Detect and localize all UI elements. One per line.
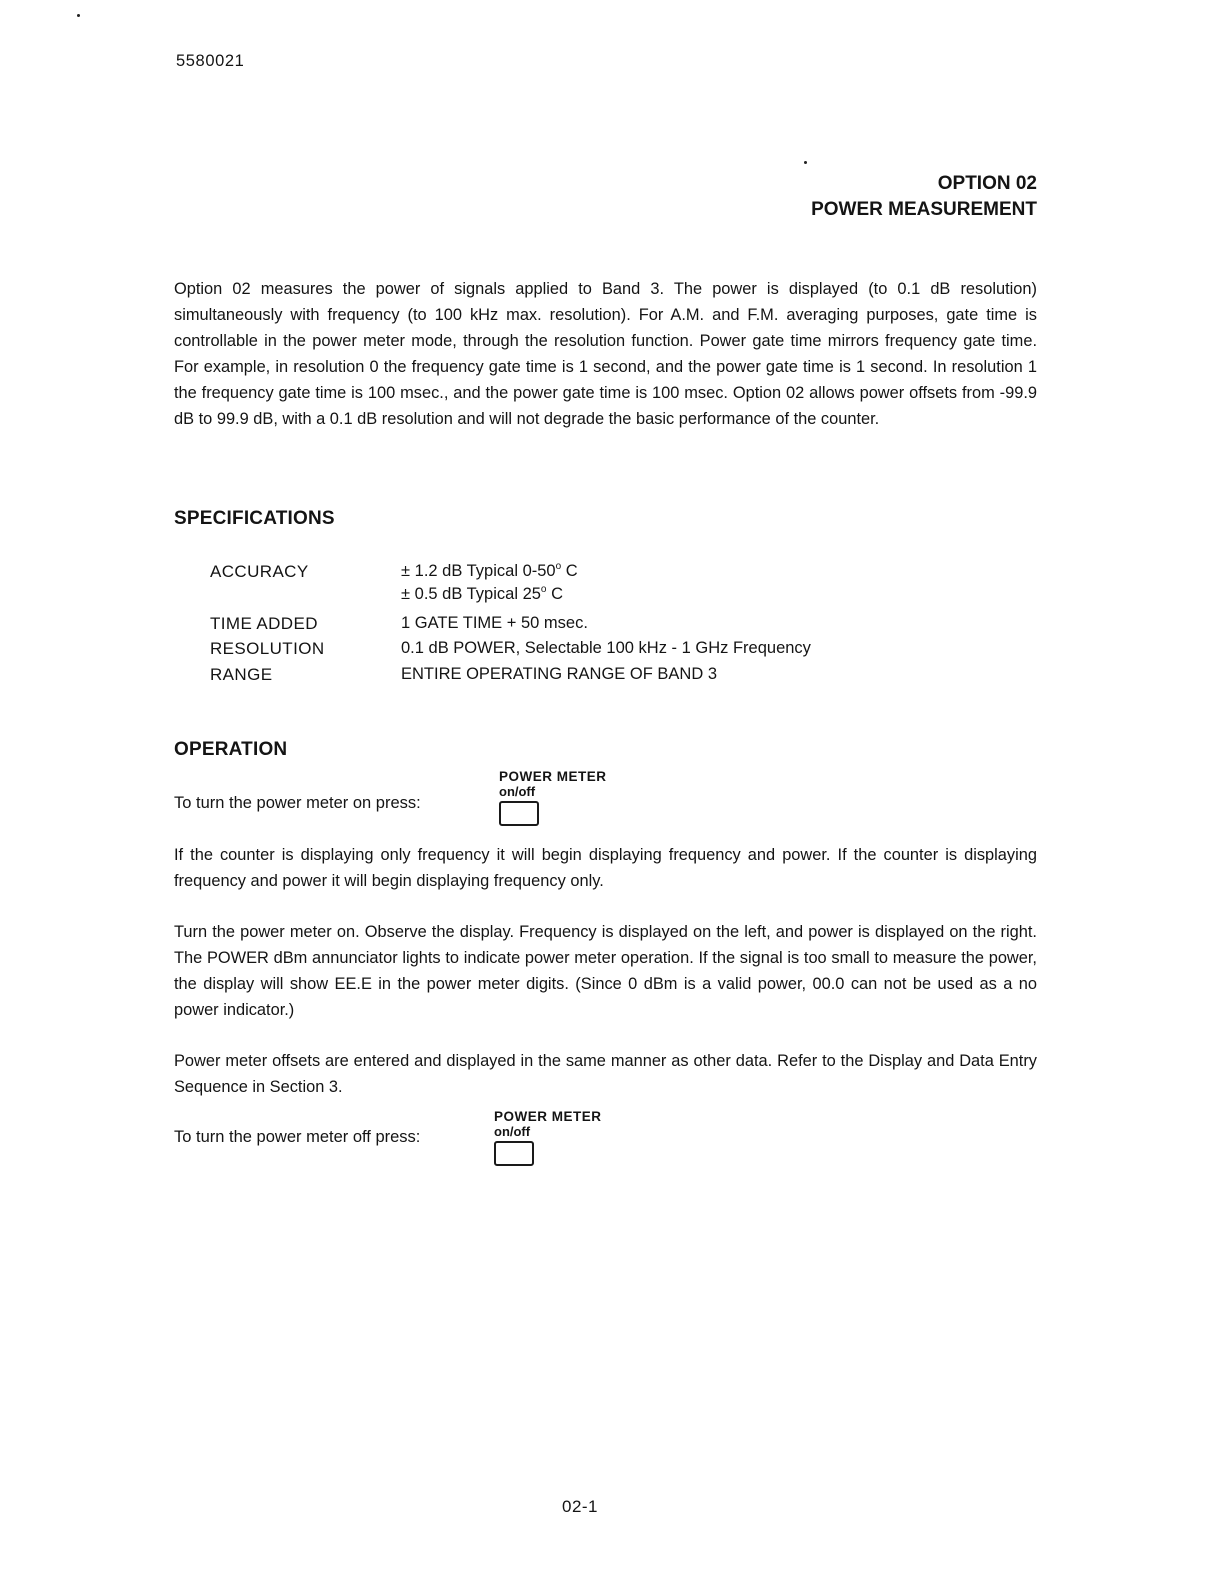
title-subject: POWER MEASUREMENT — [811, 199, 1037, 220]
spec-label-resolution: RESOLUTION — [210, 639, 325, 658]
operation-heading: OPERATION — [174, 739, 288, 760]
scan-speck — [804, 161, 807, 164]
key-label: POWER METER — [494, 1109, 602, 1124]
page-number: 02-1 — [561, 1497, 599, 1516]
spec-label-accuracy: ACCURACY — [210, 562, 309, 581]
spec-value-range: ENTIRE OPERATING RANGE OF BAND 3 — [401, 665, 717, 683]
operation-paragraph-3: Power meter offsets are entered and displayed in the same manner as other data. Refer to the Display and Data Entry Sequence in Section 3. — [174, 1052, 1037, 1096]
turn-on-instruction: To turn the power meter on press: — [174, 794, 421, 812]
operation-paragraph-1: If the counter is displaying only frequency it will begin displaying frequency and power. If the counter is displaying frequency and power it will begin displaying frequency only. — [174, 846, 1037, 890]
power-meter-button[interactable] — [494, 1141, 534, 1166]
document-number: 5580021 — [176, 52, 245, 70]
spec-value-resolution: 0.1 dB POWER, Selectable 100 kHz - 1 GHz Frequency — [401, 639, 811, 657]
specifications-heading: SPECIFICATIONS — [174, 508, 335, 529]
spec-value-time-added: 1 GATE TIME + 50 msec. — [401, 614, 588, 632]
key-sublabel: on/off — [494, 1124, 531, 1139]
scan-speck — [77, 14, 80, 17]
page-title — [811, 171, 1037, 223]
power-meter-button[interactable] — [499, 801, 539, 826]
operation-paragraph-2: Turn the power meter on. Observe the display. Frequency is displayed on the left, and power is displayed on the right. The POWER dBm annunciator lights to indicate power meter operation. If the signal is too small to measure the power, the display will show EE.E in the power meter digits. (Since 0 dBm is a valid power, 00.0 can not be used as a no power indicator.) — [174, 923, 1037, 1019]
key-sublabel: on/off — [499, 784, 536, 799]
spec-value-accuracy-1: ± 1.2 dB Typical 0-50$^o$ C — [401, 561, 578, 580]
turn-off-instruction: To turn the power meter off press: — [174, 1128, 421, 1146]
power-meter-key-off[interactable] — [494, 1109, 614, 1166]
power-meter-key-on[interactable] — [499, 769, 619, 826]
spec-value-accuracy-2: ± 0.5 dB Typical 25$^o$ C — [401, 584, 563, 603]
intro-paragraph: Option 02 measures the power of signals applied to Band 3. The power is displayed (to 0.1 dB resolution) simultaneously with frequency (to 100 kHz max. resolution). For A.M. and F.M. averaging purposes, gate time is controllable in the power meter mode, through the resolution function. Power gate time mirrors frequency gate time. For example, in resolution 0 the frequency gate time is 1 second, and the power gate time is 1 second. In resolution 1 the frequency gate time is 100 msec., and the power gate time is 100 msec. Option 02 allows power offsets from -99.9 dB to 99.9 dB, with a 0.1 dB resolution and will not degrade the basic performance of the counter. — [174, 280, 1037, 428]
spec-label-time-added: TIME ADDED — [210, 614, 318, 633]
key-label: POWER METER — [499, 769, 607, 784]
title-option: OPTION 02 — [937, 173, 1037, 194]
spec-label-range: RANGE — [210, 665, 273, 684]
